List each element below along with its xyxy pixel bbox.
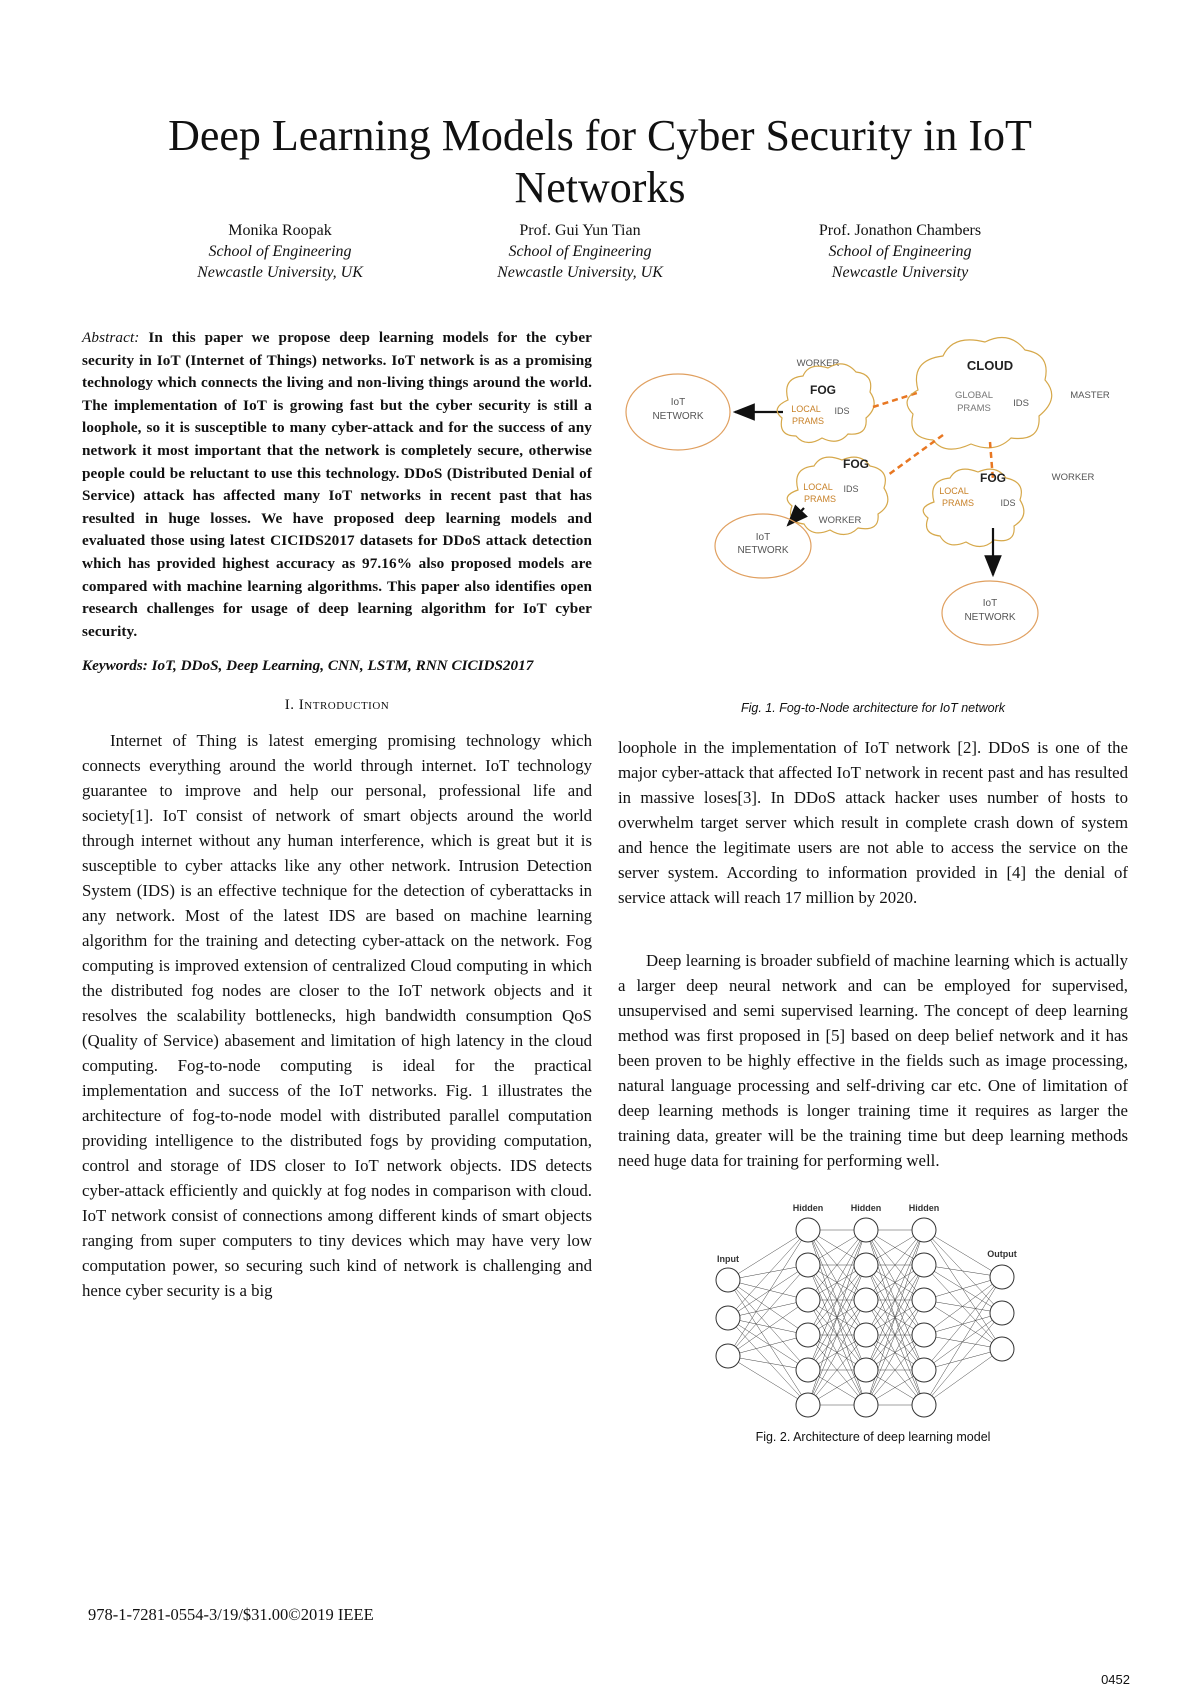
network-edge [924,1313,1002,1405]
neuron-node [854,1393,878,1417]
network-label: NETWORK [737,545,789,556]
neuron-node [990,1301,1014,1325]
local-label: LOCAL [803,482,833,492]
neuron-node [912,1218,936,1242]
master-label: MASTER [1070,390,1110,401]
author-name: Prof. Gui Yun Tian [519,222,641,239]
network-edge [924,1349,1002,1405]
network-nodes [716,1218,1014,1417]
author-block [430,220,730,283]
neuron-node [854,1288,878,1312]
left-column [82,327,592,1303]
fog-label: FOG [843,457,869,471]
author-institution: Newcastle University [831,264,969,281]
neuron-node [912,1393,936,1417]
iot-label: IoT [982,598,998,609]
abstract-text: In this paper we propose deep learning models for the cyber security in IoT (Internet of Things) networks. IoT network is as a promising technology which connects the living and non-living things around the world. The implementation of IoT is growing fast but the cyber security is still a loophole, so it is susceptible to many cyber-attack and for the success of any network it most important that the network is completely secure, otherwise people could be reluctant to use this technology. DDoS (Distributed Denial of Service) attack has affected many IoT networks in recent past that has resulted in huge losses. We have proposed deep learning models and evaluated those using latest CICIDS2017 datasets for DDoS attack detection which has provided highest accuracy as 97.16% also proposed models are compared with machine learning algorithms. This paper also identifies open research challenges for usage of deep learning algorithm for IoT cyber security. [82,329,592,640]
neuron-node [912,1358,936,1382]
fog-cloud-link [873,392,920,407]
ids-label: IDS [1013,398,1029,409]
abstract-lead: Abstract: [82,329,140,346]
neuron-node [796,1218,820,1242]
author-institution: Newcastle University, UK [197,264,363,281]
page-number: 0452 [1101,1672,1130,1687]
section-number: I. [284,697,295,714]
author-dept: School of Engineering [208,243,352,260]
network-edge [728,1318,808,1405]
network-edge [728,1318,808,1370]
hidden-layer-label: Hidden [908,1203,940,1213]
input-layer-label: Input [717,1254,739,1264]
neuron-node [796,1323,820,1347]
neuron-node [854,1253,878,1277]
intro-paragraph: Internet of Thing is latest emerging promising technology which connects everything around the world through internet. IoT technology guarantee to improve and help our personal, professional life and society[1]. IoT consist of network of smart objects around the world through internet without any human interference, which is great but it is susceptible to cyber attacks like any other network. Intrusion Detection System (IDS) is an effective technique for the detection of cyberattacks in any network. Most of the latest IDS are based on machine learning algorithm for the training and detecting cyber-attack on the network. Fog computing is improved extension of centralized Cloud computing in which the distributed fog nodes are closer to the IoT network objects and it resolves the scalability bottlenecks, high bandwidth consumption QoS (Quality of Service) abasement and limitation of high latency in the cloud computing. Fog-to-node computing is ideal for the practical implementation and success of the IoT networks. Fig. 1 illustrates the architecture of fog-to-node model with distributed parallel computation providing intelligence to the distributed fogs by providing computation, control and storage of IDS closer to IoT network objects. IDS detects cyber-attack efficiently and quickly at fog nodes in comparison with cloud. IoT network consist of connections among different kinds of smart objects ranging from super computers to tiny devices which may have very low computation power, so securing such kind of network is challenging and hence cyber security is a big [82,731,592,1301]
iot-label: IoT [670,397,686,408]
neuron-node [716,1344,740,1368]
neuron-node [854,1218,878,1242]
output-layer-label: Output [987,1249,1017,1259]
author-name: Monika Roopak [228,222,332,239]
cloud-fog-link [888,435,943,475]
deep-learning-network-diagram [700,1195,1030,1420]
section-title: Introduction [298,697,390,714]
ids-label: IDS [1000,498,1016,508]
local-label: LOCAL [939,486,969,496]
right-column-text [618,735,1128,910]
abstract [82,327,592,643]
author-block [130,220,430,283]
network-edge [728,1300,808,1356]
neuron-node [716,1306,740,1330]
ids-label: IDS [843,484,859,494]
local-label: LOCAL [791,404,821,414]
network-edge [728,1265,808,1318]
network-edge [924,1277,1002,1370]
network-label: NETWORK [652,411,704,422]
hidden-layer-label: Hidden [850,1203,882,1213]
ids-label: IDS [834,406,850,416]
neuron-node [990,1265,1014,1289]
paper-title: Deep Learning Models for Cyber Security in IoT Networks [168,111,1032,212]
hidden-layer-label: Hidden [792,1203,824,1213]
network-edge [728,1356,808,1405]
neuron-node [854,1323,878,1347]
neuron-node [912,1253,936,1277]
neuron-node [796,1253,820,1277]
copyright-notice: 978-1-7281-0554-3/19/$31.00©2019 IEEE [88,1605,374,1624]
keywords: Keywords: IoT, DDoS, Deep Learning, CNN, LSTM, RNN CICIDS2017 [82,657,534,675]
neuron-node [854,1358,878,1382]
right-column-text [618,948,1128,1173]
fog-label: FOG [980,471,1006,485]
fog-to-node-diagram [618,330,1128,690]
neuron-node [912,1323,936,1347]
author-institution: Newcastle University, UK [497,264,663,281]
intro-paragraph: Deep learning is broader subfield of machine learning which is actually a larger deep neural network and can be employed for supervised, unsupervised and semi supervised learning. The concept of deep learning method was first proposed in [5] based on deep belief network and it has been proven to be highly effective in the fields such as image processing, natural language processing and self-driving car etc. One of limitation of deep learning methods is longer training time it requires as larger the training data, greater will be the training time but deep learning methods need huge data for training for performing well. [618,951,1128,1170]
neuron-node [796,1358,820,1382]
intro-paragraph-continued: loophole in the implementation of IoT network [2]. DDoS is one of the major cyber-attack that affected IoT network in recent past and has resulted in massive loses[3]. In DDoS attack hacker uses number of hosts to overwhelm target server which result in complete crash down of system and hence the legitimate users are not able to access the service on the server system. According to information provided in [4] the denial of service attack will reach 17 million by 2020. [618,738,1128,907]
author-block [750,220,1050,283]
prams-label: PRAMS [803,494,837,504]
prams-label: PRAMS [941,498,975,508]
figure-2-caption: Fig. 2. Architecture of deep learning model [755,1430,991,1444]
figure-1-caption: Fig. 1. Fog-to-Node architecture for IoT network [741,701,1005,715]
worker-label: WORKER [796,358,840,369]
network-edge [728,1230,808,1318]
prams-label: PRAMS [957,403,991,414]
fog-label: FOG [810,383,836,397]
worker-label: WORKER [818,515,862,526]
neuron-node [716,1268,740,1292]
worker-label: WORKER [1051,472,1095,483]
neuron-node [796,1393,820,1417]
author-dept: School of Engineering [828,243,972,260]
iot-label: IoT [755,532,771,543]
prams-label: PRAMS [791,416,825,426]
neuron-node [796,1288,820,1312]
neuron-node [990,1337,1014,1361]
cloud-label: CLOUD [966,358,1014,373]
author-name: Prof. Jonathon Chambers [818,222,982,239]
global-label: GLOBAL [954,390,994,401]
neuron-node [912,1288,936,1312]
section-heading [82,697,592,714]
author-dept: School of Engineering [508,243,652,260]
network-label: NETWORK [964,612,1016,623]
